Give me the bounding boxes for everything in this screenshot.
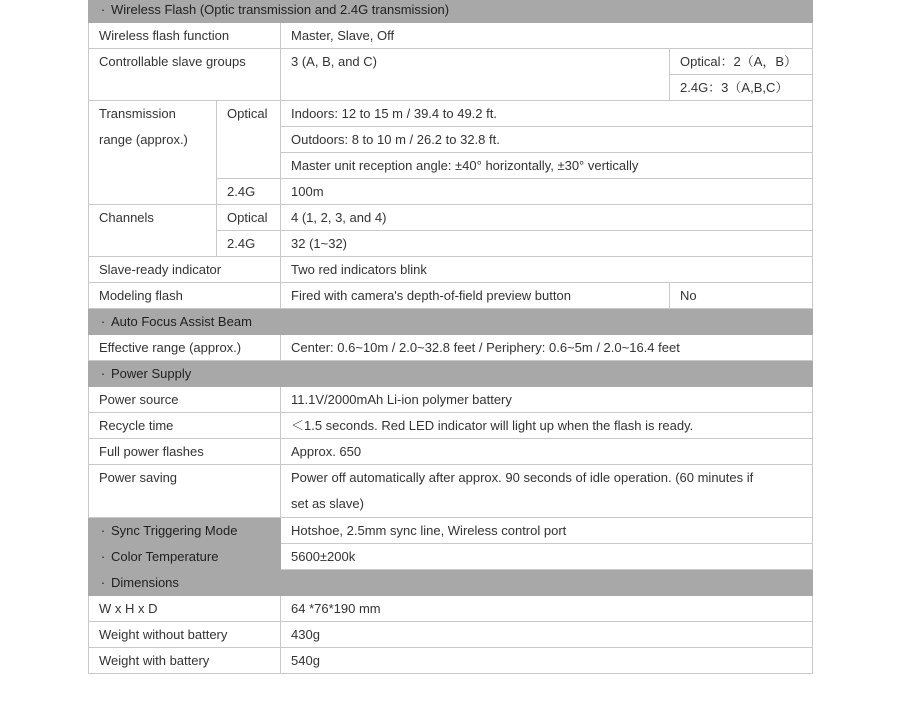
section-title <box>89 309 813 335</box>
table-row <box>89 518 813 544</box>
section-label-color-temp: Color Temperature <box>111 549 219 564</box>
spec-label: Full power flashes <box>89 439 281 465</box>
table-row <box>89 648 813 674</box>
bullet-icon: · <box>100 366 106 381</box>
table-row <box>89 544 813 570</box>
bullet-icon: · <box>100 2 106 17</box>
spec-value-line: Power off automatically after approx. 90 seconds of idle operation. (60 minutes if <box>291 470 754 485</box>
spec-value: Indoors: 12 to 15 m / 39.4 to 49.2 ft. <box>281 101 813 127</box>
section-label-af-beam: Auto Focus Assist Beam <box>111 314 252 329</box>
spec-label: Weight without battery <box>89 622 281 648</box>
section-title <box>89 361 813 387</box>
spec-value: Fired with camera's depth-of-field preview button <box>281 283 670 309</box>
spec-value: Hotshoe, 2.5mm sync line, Wireless control port <box>281 518 813 544</box>
table-row <box>89 622 813 648</box>
spec-value: 3 (A, B, and C) <box>281 49 670 101</box>
table-row <box>89 101 813 127</box>
spec-value: 100m <box>281 179 813 205</box>
spec-value-24g-groups: 2.4G：3（A,B,C） <box>670 75 813 101</box>
bullet-icon: · <box>100 523 106 538</box>
bullet-icon: · <box>100 549 106 564</box>
spec-value: 64 *76*190 mm <box>281 596 813 622</box>
spec-value: Two red indicators blink <box>281 257 813 283</box>
spec-table <box>88 0 813 674</box>
table-row <box>89 413 813 439</box>
section-label-dimensions: Dimensions <box>111 575 179 590</box>
spec-label: Modeling flash <box>89 283 281 309</box>
section-header-wireless <box>89 0 813 23</box>
spec-value: 32 (1~32) <box>281 231 813 257</box>
section-label-wireless: Wireless Flash (Optic transmission and 2.4G transmission) <box>111 2 450 17</box>
section-header-af-beam <box>89 309 813 335</box>
table-row <box>89 283 813 309</box>
spec-value-extra: No <box>670 283 813 309</box>
section-title <box>89 0 813 23</box>
spec-sublabel-optical: Optical <box>217 101 281 179</box>
spec-value: 11.1V/2000mAh Li-ion polymer battery <box>281 387 813 413</box>
spec-value: Outdoors: 8 to 10 m / 26.2 to 32.8 ft. <box>281 127 813 153</box>
section-label-sync: Sync Triggering Mode <box>111 523 238 538</box>
spec-label: Power source <box>89 387 281 413</box>
spec-value: Master, Slave, Off <box>281 23 813 49</box>
spec-sublabel-24g: 2.4G <box>217 179 281 205</box>
spec-value: Approx. 650 <box>281 439 813 465</box>
spec-sublabel-optical: Optical <box>217 205 281 231</box>
spec-value-line: set as slave) <box>291 496 364 511</box>
spec-label: Effective range (approx.) <box>89 335 281 361</box>
spec-value: Master unit reception angle: ±40° horizontally, ±30° vertically <box>281 153 813 179</box>
table-row <box>89 335 813 361</box>
spec-value-optical-groups: Optical：2（A，B） <box>670 49 813 75</box>
spec-label-transmission <box>89 101 217 205</box>
spec-value: 540g <box>281 648 813 674</box>
section-header-dimensions <box>89 570 813 596</box>
spec-value: 430g <box>281 622 813 648</box>
spec-value: 4 (1, 2, 3, and 4) <box>281 205 813 231</box>
table-row <box>89 49 813 75</box>
table-row <box>89 465 813 518</box>
spec-label: Slave-ready indicator <box>89 257 281 283</box>
spec-value: 5600±200k <box>281 544 813 570</box>
section-label-power: Power Supply <box>111 366 192 381</box>
section-header-sync <box>89 518 281 544</box>
table-row <box>89 439 813 465</box>
section-title <box>89 570 813 596</box>
section-header-power <box>89 361 813 387</box>
table-row <box>89 387 813 413</box>
spec-label: Weight with battery <box>89 648 281 674</box>
spec-label: Recycle time <box>89 413 281 439</box>
spec-label: Channels <box>89 205 217 257</box>
spec-label: Power saving <box>89 465 281 518</box>
spec-sublabel-24g: 2.4G <box>217 231 281 257</box>
spec-label: Wireless flash function <box>89 23 281 49</box>
bullet-icon: · <box>100 575 106 590</box>
spec-label-line: Transmission <box>99 106 176 121</box>
section-header-color-temp <box>89 544 281 570</box>
spec-label: Controllable slave groups <box>89 49 281 101</box>
spec-label-line: range (approx.) <box>99 132 188 147</box>
table-row <box>89 23 813 49</box>
spec-value: ＜1.5 seconds. Red LED indicator will light up when the flash is ready. <box>281 413 813 439</box>
table-row <box>89 596 813 622</box>
spec-value: Center: 0.6~10m / 2.0~32.8 feet / Periphery: 0.6~5m / 2.0~16.4 feet <box>281 335 813 361</box>
spec-label: W x H x D <box>89 596 281 622</box>
spec-value-multiline <box>281 465 813 518</box>
bullet-icon: · <box>100 314 106 329</box>
table-row <box>89 205 813 231</box>
table-row <box>89 257 813 283</box>
